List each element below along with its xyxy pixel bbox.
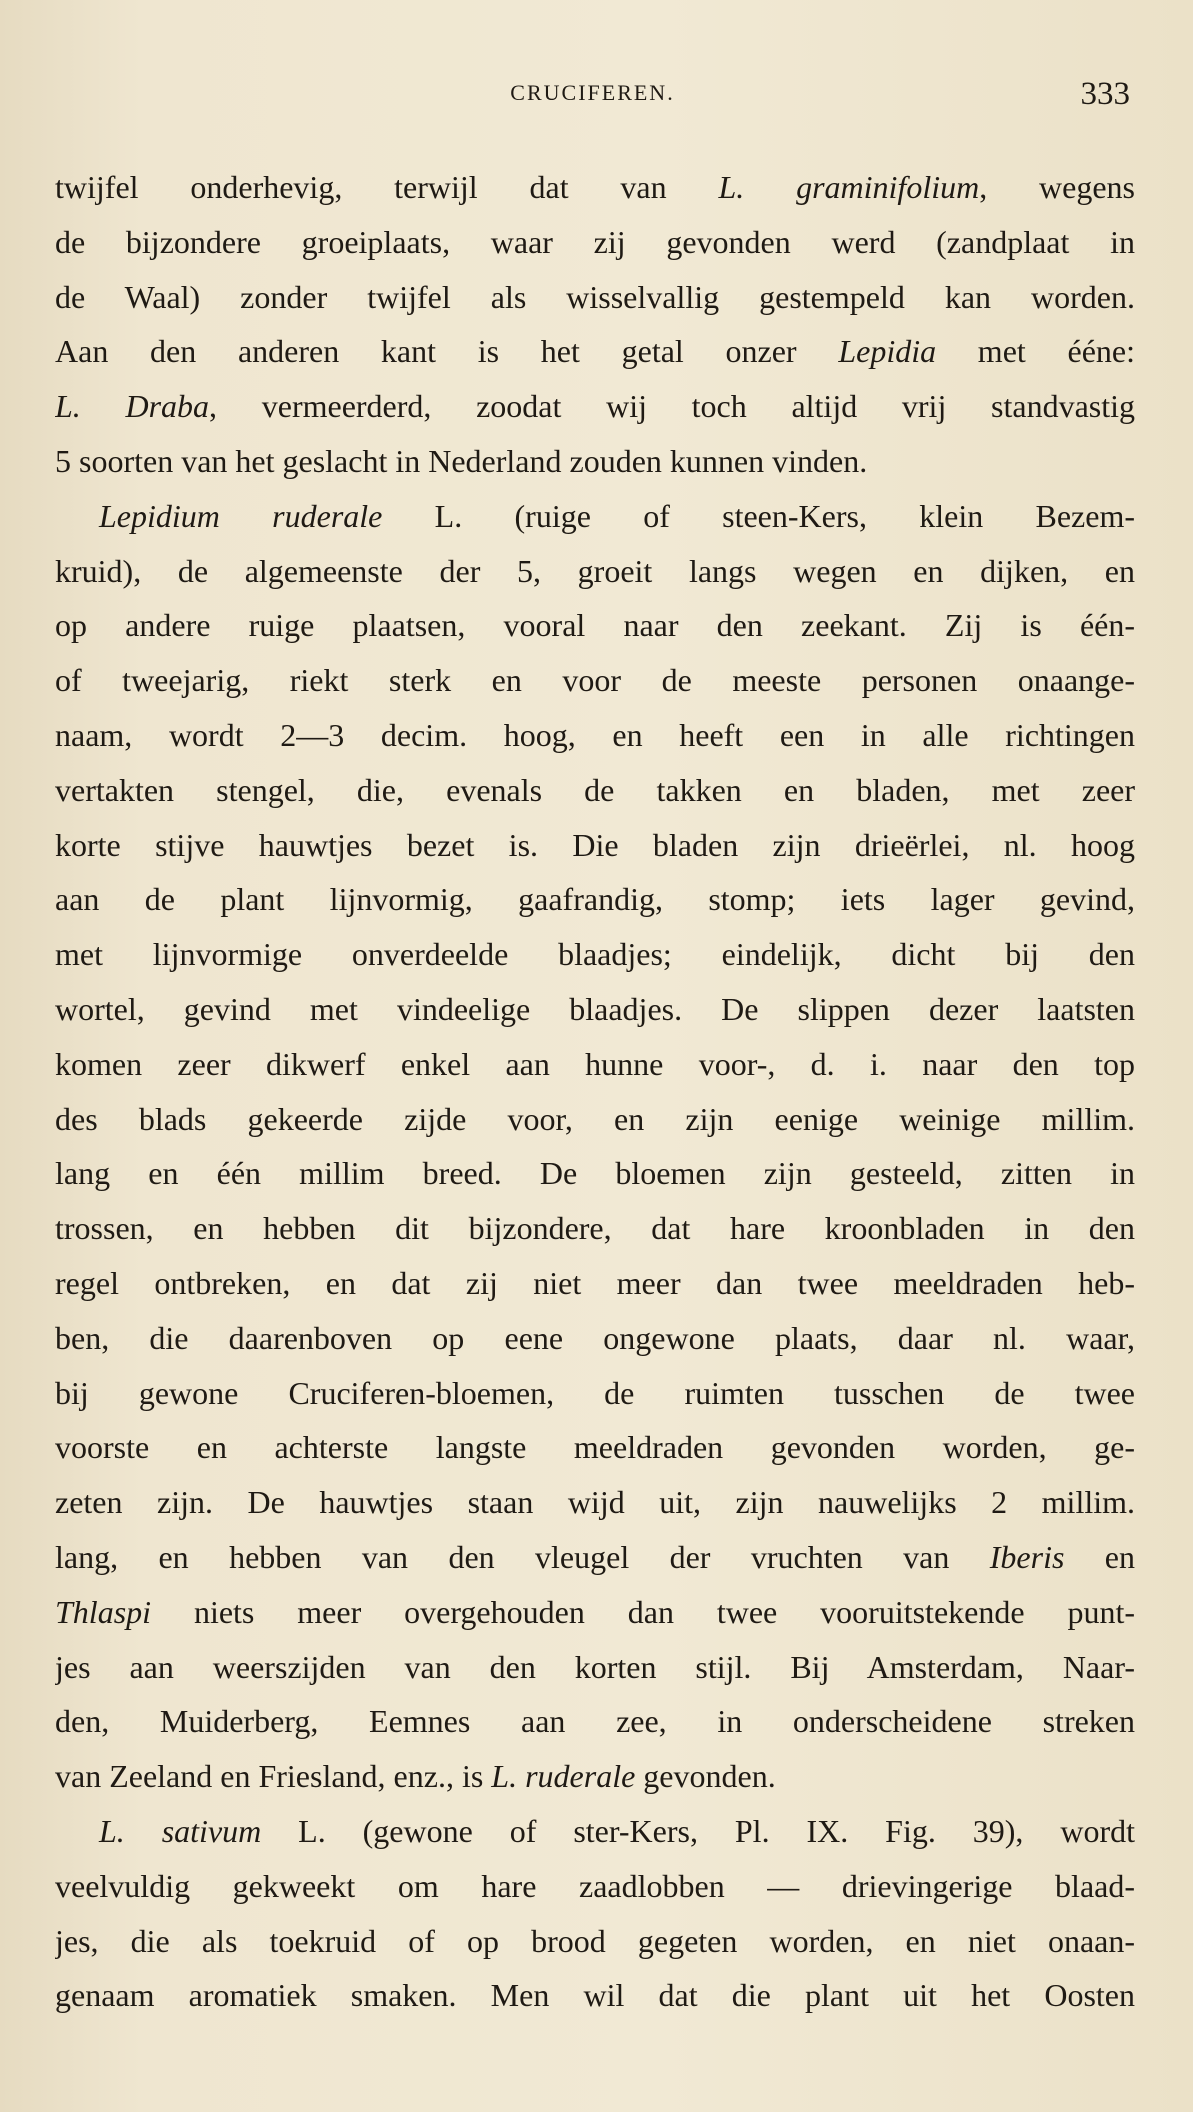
text-line: genaam aromatiek smaken. Men wil dat die plant uit het Oosten — [55, 1977, 1135, 2014]
text-line: Thlaspi niets meer overgehouden dan twee vooruitstekende punt- — [55, 1593, 1135, 1630]
text-line: twijfel onderhevig, terwijl dat van L. graminifolium, wegens — [55, 169, 1135, 205]
page-header — [55, 76, 1130, 116]
text-line: des blads gekeerde zijde voor, en zijn eenige weinige millim. — [55, 1100, 1135, 1137]
text-line: bij gewone Cruciferen-bloemen, de ruimten tusschen de twee — [55, 1374, 1135, 1411]
text-line: regel ontbreken, en dat zij niet meer dan twee meeldraden heb- — [55, 1264, 1135, 1301]
text-line: wortel, gevind met vindeelige blaadjes. De slippen dezer laatsten — [55, 990, 1135, 1027]
text-line: van Zeeland en Friesland, enz., is L. ruderale gevonden. — [55, 1758, 776, 1795]
text-line: komen zeer dikwerf enkel aan hunne voor-, d. i. naar den top — [55, 1045, 1135, 1082]
body-text — [55, 160, 1135, 2023]
text-line: de bijzondere groeiplaats, waar zij gevonden werd (zandplaat in — [55, 223, 1135, 260]
text-line: kruid), de algemeenste der 5, groeit langs wegen en dijken, en — [55, 552, 1135, 589]
text-line: voorste en achterste langste meeldraden gevonden worden, ge- — [55, 1429, 1135, 1466]
text-line: lang, en hebben van den vleugel der vruchten van Iberis en — [55, 1538, 1135, 1575]
text-line: L. sativum L. (gewone of ster-Kers, Pl. IX. Fig. 39), wordt — [99, 1812, 1135, 1849]
text-line: 5 soorten van het geslacht in Nederland zouden kunnen vinden. — [55, 442, 868, 479]
text-line: aan de plant lijnvormig, gaafrandig, stomp; iets lager gevind, — [55, 881, 1135, 918]
page-number: 333 — [1080, 76, 1130, 112]
text-line: op andere ruige plaatsen, vooral naar den zeekant. Zij is één- — [55, 607, 1135, 644]
text-line: veelvuldig gekweekt om hare zaadlobben — drievingerige blaad- — [55, 1867, 1135, 1904]
text-line: naam, wordt 2—3 decim. hoog, en heeft een in alle richtingen — [55, 716, 1135, 753]
text-line: Aan den anderen kant is het getal onzer Lepidia met ééne: — [55, 333, 1135, 370]
text-line: zeten zijn. De hauwtjes staan wijd uit, zijn nauwelijks 2 millim. — [55, 1484, 1135, 1521]
text-line: de Waal) zonder twijfel als wisselvallig gestempeld kan worden. — [55, 278, 1135, 315]
text-line: of tweejarig, riekt sterk en voor de meeste personen onaange- — [55, 662, 1135, 699]
text-line: Lepidium ruderale L. (ruige of steen-Kers, klein Bezem- — [99, 497, 1135, 534]
running-title: CRUCIFEREN. — [510, 80, 675, 105]
text-line: lang en één millim breed. De bloemen zijn gesteeld, zitten in — [55, 1155, 1135, 1192]
text-line: den, Muiderberg, Eemnes aan zee, in onderscheidene streken — [55, 1703, 1135, 1740]
text-line: jes, die als toekruid of op brood gegeten worden, en niet onaan- — [55, 1922, 1135, 1959]
text-line: jes aan weerszijden van den korten stijl. Bij Amsterdam, Naar- — [55, 1648, 1135, 1685]
text-line: trossen, en hebben dit bijzondere, dat hare kroonbladen in den — [55, 1210, 1135, 1247]
text-line: ben, die daarenboven op eene ongewone plaats, daar nl. waar, — [55, 1319, 1135, 1356]
text-line: met lijnvormige onverdeelde blaadjes; eindelijk, dicht bij den — [55, 936, 1135, 973]
text-line: korte stijve hauwtjes bezet is. Die bladen zijn drieërlei, nl. hoog — [55, 826, 1135, 863]
text-line: vertakten stengel, die, evenals de takken en bladen, met zeer — [55, 771, 1135, 808]
text-line: L. Draba, vermeerderd, zoodat wij toch altijd vrij standvastig — [55, 388, 1135, 425]
